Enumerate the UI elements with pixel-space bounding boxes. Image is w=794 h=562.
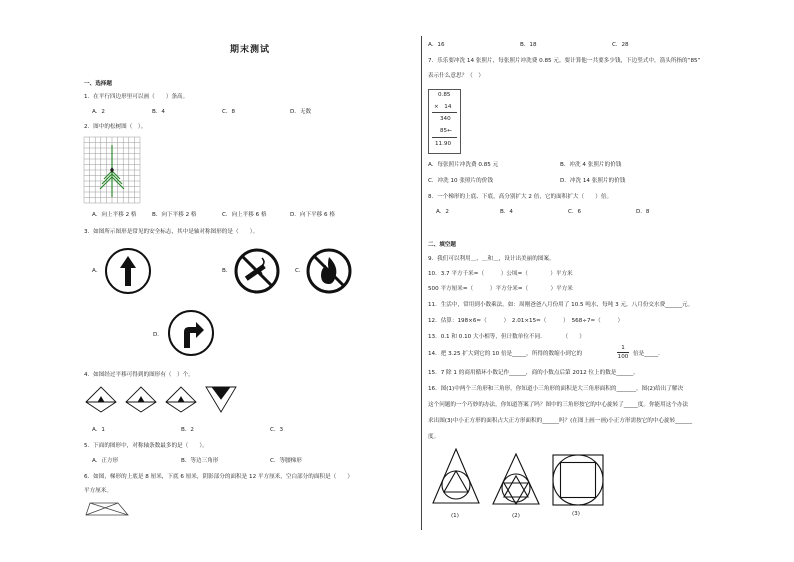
triangle-pattern-figures (84, 385, 244, 415)
q14-fraction-numerator: 1 (621, 345, 625, 351)
q8-option-d: D．8 (636, 209, 650, 215)
q2-option-b: B．向下平移 2 格 (152, 212, 197, 218)
question-2: 2．图中的松树图（ ）。 (84, 124, 147, 130)
q5-option-b: B．等边三角形 (181, 458, 219, 464)
question-12: 12．估算：198×6≈（ ） 2.01×15≈（ ） 568÷7≈（ ） (428, 318, 624, 324)
question-16-line4: 度。 (428, 434, 440, 440)
figure-3-square-circle (551, 453, 605, 507)
calc-line-4: 85← (440, 128, 452, 134)
figure-2-label: (2) (512, 513, 520, 519)
question-16-line2: 这个问题的一个巧妙的办法，你知道答案了吗？图中的三角形按它的中心旋转了_____度。你能用这个办法 (428, 402, 689, 408)
q7-option-a: A．每张照片冲洗费 0.85 元 (428, 162, 499, 168)
question-16-line1: 16．图(1)中两个三角形和三角形，你知道小三角形的面积是大三角形面积的_______。图(2)给出了解决 (428, 386, 684, 392)
no-smoking-sign-icon (234, 248, 280, 294)
q3-label-d: D． (153, 332, 163, 338)
pine-tree-grid-figure (84, 137, 140, 203)
q1-option-a: A．2 (92, 109, 105, 115)
q3-label-a: A． (92, 268, 102, 274)
calc-rule (432, 137, 457, 138)
trapezoid-figure (84, 502, 130, 516)
up-arrow-sign-icon (105, 248, 151, 294)
q1-option-d: D．无数 (290, 109, 312, 115)
question-7-line2: 表示什么意思？（ ） (428, 73, 484, 79)
q1-option-c: C．8 (222, 109, 236, 115)
figure-2-triangle-circle-rotated (491, 452, 541, 507)
question-14-text: 14．把 3.25 扩大到它的 10 倍是_____，所得的数缩小到它的 (428, 351, 583, 357)
question-3: 3．如图所示图形是常见的安全标志，其中是轴对称图形的是（ ）。 (84, 229, 259, 235)
question-8: 8．一个梯形的上底、下底，高分别扩大 2 倍，它的面积扩大（ ）倍。 (428, 194, 613, 200)
q6-option-c: C．28 (612, 42, 629, 48)
q8-option-c: C．6 (568, 209, 582, 215)
q14-fraction-bar (617, 352, 629, 353)
calc-line-2: × 14 (434, 104, 452, 110)
q8-option-a: A．2 (436, 209, 449, 215)
question-10-line2: 500 平方厘米=（ ）平方分米=（ ）平方米 (428, 286, 573, 292)
q3-label-b: B． (222, 268, 232, 274)
q5-option-a: A．正方形 (92, 458, 119, 464)
question-1: 1．在平行四边形里可以画（ ）条高。 (84, 94, 189, 100)
question-11: 11．生活中，常用到小数乘法。如：周刚爸爸八月份用了 10.5 吨水，每吨 3 元，八月份交水费______元。 (428, 302, 694, 308)
question-15: 15．7 除 1 的商用循环小数记作______，商的小数点后第 2012 位上的数是______。 (428, 370, 639, 376)
q3-label-c: C． (295, 268, 305, 274)
question-6-line1: 6．如图，梯形的上底是 8 厘米，下底 6 厘米，阴影部分的面积是 12 平方厘米，空白部分的面积是（ ） (84, 474, 353, 480)
q5-option-c: C．等腰梯形 (270, 458, 302, 464)
question-9: 9．我们可以利用＿、＿和＿，设计出美丽的图案。 (428, 256, 555, 262)
q4-option-a: A．1 (92, 427, 105, 433)
question-5: 5．下面的图形中，对称轴条数最多的是（ ）。 (84, 443, 208, 449)
q2-option-d: D．向下平移 6 格 (290, 212, 335, 218)
q7-option-d: D．冲洗 14 张照片的价钱 (560, 178, 626, 184)
figure-3-label: (3) (572, 511, 580, 517)
vertical-multiplication-box (428, 89, 461, 154)
q7-option-c: C．冲洗 10 张照片的价钱 (428, 178, 493, 184)
q4-option-c: C．3 (270, 427, 284, 433)
question-6-line2: 平方厘米。 (84, 488, 112, 494)
page-title: 期末测试 (230, 45, 271, 55)
section-heading-fill: 二、填空题 (428, 242, 456, 248)
question-14-tail: 倍是_____． (633, 351, 664, 357)
figure-1-triangle-circle (431, 447, 481, 505)
q2-option-a: A．向上平移 2 格 (92, 212, 137, 218)
question-10-line1: 10．3.7 平方千米=（ ）公顷=（ ）平方米 (428, 271, 573, 277)
section-heading-choice: 一、选择题 (84, 81, 112, 87)
question-4: 4．如图经过平移可得到的图形有（ ）个。 (84, 372, 194, 378)
question-13: 13．0.1 和 0.10 大小相等，但计数单位不同． （ ） (428, 334, 585, 340)
q6-option-a: A．16 (428, 42, 445, 48)
no-fire-sign-icon (306, 248, 352, 294)
calc-line-1: 0.85 (438, 92, 451, 98)
calc-line-5: 11.90 (435, 141, 452, 147)
question-16-line3: 求出图(3)中小正方形的面积占大正方形面积的______吗？(在图上画一画)小正方形需按它的中心旋转______ (428, 418, 693, 424)
figure-1-label: (1) (451, 513, 459, 519)
calc-line-3: 340 (440, 116, 451, 122)
question-7-line1: 7．乐乐要冲洗 14 张照片，每张照片冲洗费 0.85 元。要计算他一共要多少钱，下边竖式中，箭头所指的“85” (428, 58, 701, 64)
q7-option-b: B．冲洗 4 张照片的价钱 (560, 162, 622, 168)
q8-option-b: B．4 (500, 209, 513, 215)
q1-option-b: B．4 (152, 109, 165, 115)
q2-option-c: C．向上平移 6 格 (222, 212, 267, 218)
column-divider (421, 36, 422, 530)
q6-option-b: B．18 (520, 42, 537, 48)
q14-fraction-denominator: 100 (617, 354, 629, 360)
q4-option-b: B．2 (181, 427, 194, 433)
turn-right-sign-icon (168, 310, 214, 356)
calc-rule (432, 112, 457, 113)
